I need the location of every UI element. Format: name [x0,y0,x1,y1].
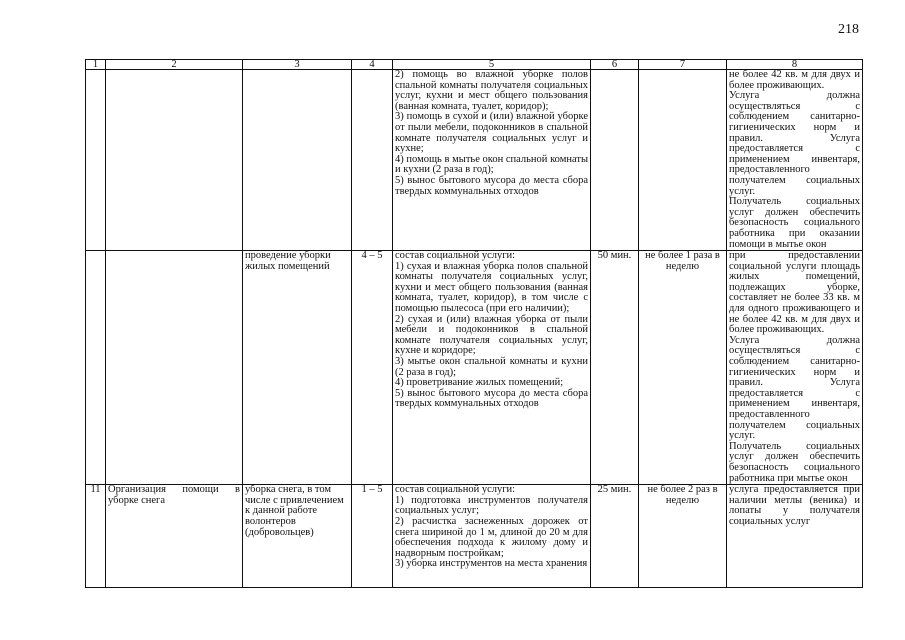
row-number-cell [86,70,106,251]
column-number: 8 [727,60,863,70]
column-number: 4 [352,60,393,70]
column-number: 3 [243,60,352,70]
table-row [86,70,863,251]
column-number: 2 [106,60,243,70]
duration-cell: 50 мин. [591,251,639,485]
column-number: 7 [639,60,727,70]
service-name-cell: Организация помощи в уборке снега [106,485,243,588]
frequency-cell: не более 2 раз в неделю [639,485,727,588]
page-number: 218 [838,22,859,37]
code-cell: 4 – 5 [352,251,393,485]
code-cell [352,70,393,251]
service-kind-cell: уборка снега, в том числе с привлечением к данной работе волонтеров (добровольцев) [243,485,352,588]
frequency-cell: не более 1 раза в неделю [639,251,727,485]
table-row [86,251,863,485]
column-number: 5 [393,60,591,70]
service-content-cell: состав социальной услуги: 1) подготовка инструментов получателя социальных услуг; 2) расчистка заснеженных дорожек от снега шириной до 1 м, длиной до 20 м для обеспечения подхода к жилому дому и надворным постройкам; 3) уборка инструментов на места хранения [393,485,591,588]
service-kind-cell [243,70,352,251]
services-table [85,59,863,588]
duration-cell: 25 мин. [591,485,639,588]
column-number: 1 [86,60,106,70]
service-content-cell: состав социальной услуги: 1) сухая и влажная уборка полов спальной комнаты получателя социальных услуг, кухни и мест общего пользования (ванная комната, туалет, коридор), в том числе с помощью пылесоса (при его наличии); 2) сухая и (или) влажная уборка от пыли мебели и подоконников в спальной комнате получателя социальных услуг, кухне и коридоре; 3) мытье окон спальной комнаты и кухни (2 раза в год); 4) проветривание жилых помещений; 5) вынос бытового мусора до места сбора твердых коммунальных отходов [393,251,591,485]
service-name-cell [106,70,243,251]
duration-cell [591,70,639,251]
table-row [86,485,863,588]
conditions-cell: при предоставлении социальной услуги площадь жилых помещений, подлежащих уборке, составляет не более 33 кв. м для одного проживающего и не более 42 кв. м для двух и более проживающих. Услуга должна осуществляться с соблюдением санитарно-гигиенических норм и правил. Услуга предоставляется с применением инвентаря, предоставленного получателем социальных услуг. Получатель социальных услуг должен обеспечить безопасность социального работника при мытье окон [727,251,863,485]
service-name-cell [106,251,243,485]
conditions-cell: услуга предоставляется при наличии метлы (веника) и лопаты у получателя социальных услуг [727,485,863,588]
column-number: 6 [591,60,639,70]
column-number-row [86,60,863,70]
service-kind-cell: проведение уборки жилых помещений [243,251,352,485]
row-number-cell: 11 [86,485,106,588]
frequency-cell [639,70,727,251]
code-cell: 1 – 5 [352,485,393,588]
row-number-cell [86,251,106,485]
conditions-cell: не более 42 кв. м для двух и более проживающих. Услуга должна осуществляться с соблюдением санитарно-гигиенических норм и правил. Услуга предоставляется с применением инвентаря, предоставленного получателем социальных услуг. Получатель социальных услуг должен обеспечить безопасность социального работника при оказании помощи в мытье окон [727,70,863,251]
service-content-cell: 2) помощь во влажной уборке полов спальной комнаты получателя социальных услуг, кухни и мест общего пользования (ванная комната, туалет, коридор); 3) помощь в сухой и (или) влажной уборке от пыли мебели, подоконников в спальной комнате получателя социальных услуг и кухне; 4) помощь в мытье окон спальной комнаты и кухни (2 раза в год); 5) вынос бытового мусора до места сбора твердых коммунальных отходов [393,70,591,251]
